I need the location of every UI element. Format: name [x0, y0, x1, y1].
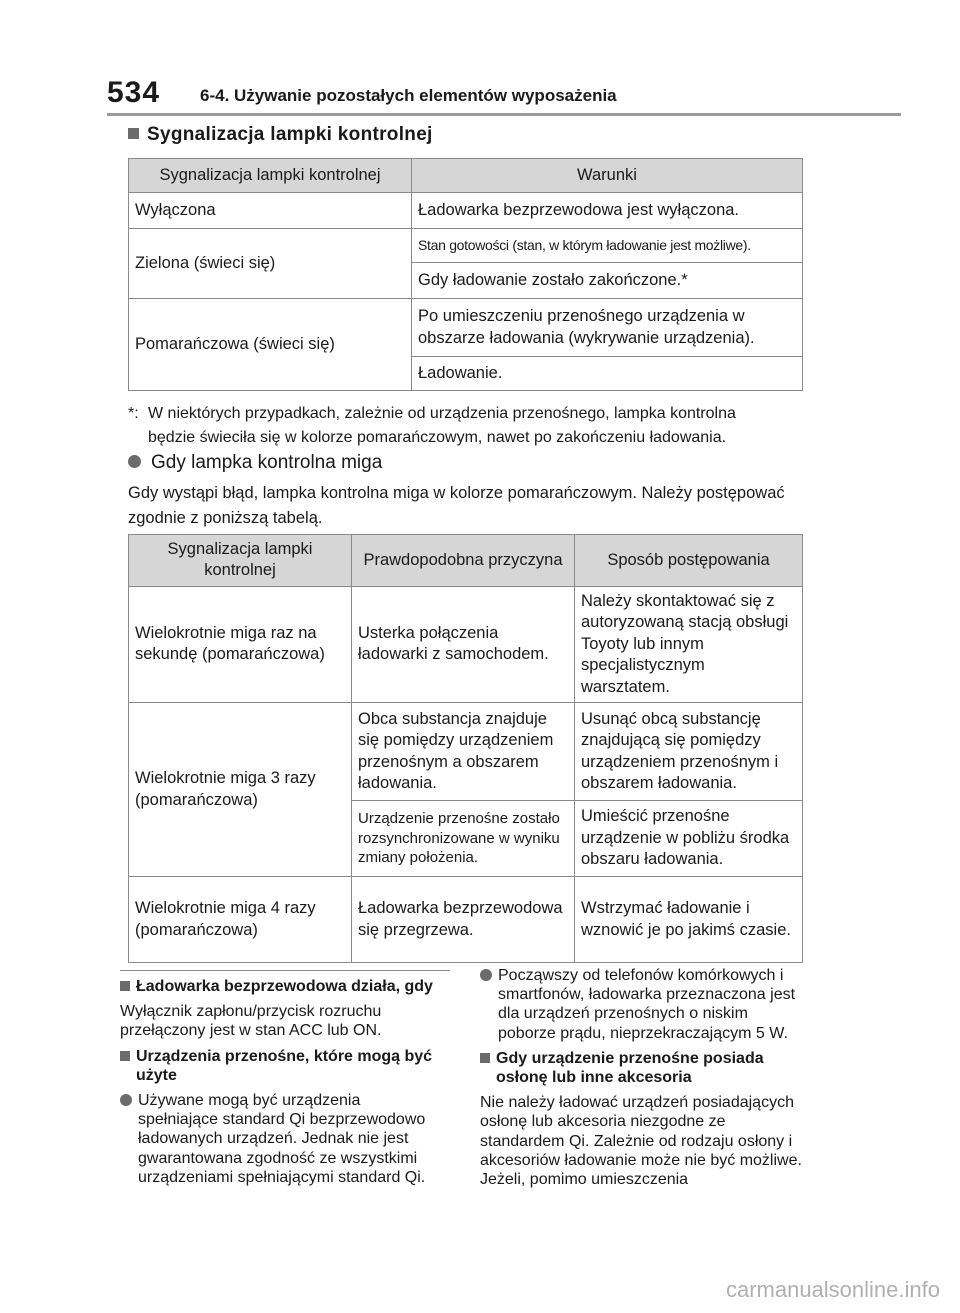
table-cell: Umieścić przenośne urządzenie w pobliżu środka obszaru ładowania. — [575, 801, 803, 877]
section-heading-blinking — [128, 452, 382, 474]
table-cell: Zielona (świeci się) — [129, 229, 412, 299]
table-header: Warunki — [412, 159, 803, 193]
table-cell: Ładowarka bezprzewodowa się przegrzewa. — [352, 877, 575, 963]
table-cell: Wstrzymać ładowanie i wznowić je po jakimś czasie. — [575, 877, 803, 963]
table-cell: Wielokrotnie miga 4 razy (pomarańczowa) — [129, 877, 352, 963]
table-cell: Obca substancja znajduje się pomiędzy urządzeniem przenośnym a obszarem ładowania. — [352, 703, 575, 801]
subheading-devices — [120, 1047, 450, 1085]
table-row — [129, 586, 803, 702]
table-header: Sposób postępowania — [575, 535, 803, 587]
blinking-table — [128, 534, 803, 963]
left-column — [120, 970, 450, 1193]
bullet-text: Począwszy od telefonów komórkowych i smartfonów, ładowarka przeznaczona jest dla urządzeń przenośnych o niskim poborze prądu, nieprzekraczającym 5 W. — [498, 967, 796, 1042]
footnote — [128, 402, 808, 450]
page-number: 534 — [107, 76, 161, 109]
square-bullet-icon — [480, 1053, 490, 1063]
table-header: Sygnalizacja lampki kontrolnej — [129, 159, 412, 193]
indicator-table — [128, 158, 803, 391]
column-rule — [120, 970, 450, 971]
section-heading-indicator — [128, 124, 433, 146]
footnote-text: będzie świeciła się w kolorze pomarańczowym, nawet po zakończeniu ładowania. — [148, 429, 727, 446]
table-row — [129, 877, 803, 963]
table-cell: Wyłączona — [129, 193, 412, 229]
table-header: Prawdopodobna przyczyna — [352, 535, 575, 587]
square-bullet-icon — [128, 128, 139, 139]
table-cell: Usunąć obcą substancję znajdującą się pomiędzy urządzeniem przenośnym i obszarem ładowania. — [575, 703, 803, 801]
section-heading-text: Gdy lampka kontrolna miga — [151, 452, 383, 473]
table-cell: Należy skontaktować się z autoryzowaną stacją obsługi Toyoty lub innym specjalistycznym warsztatem. — [575, 586, 803, 702]
table-cell: Ładowanie. — [412, 357, 803, 391]
header-rule — [107, 113, 901, 116]
section-heading-text: Sygnalizacja lampki kontrolnej — [147, 124, 433, 145]
table-header: Sygnalizacja lampki kontrolnej — [129, 535, 352, 587]
subheading-text: Urządzenia przenośne, które mogą być użyte — [136, 1047, 433, 1084]
table-row — [129, 193, 803, 229]
subheading-text: Ładowarka bezprzewodowa działa, gdy — [136, 978, 433, 995]
subheading-text: Gdy urządzenie przenośne posiada osłonę lub inne akcesoria — [496, 1049, 764, 1086]
table-cell: Stan gotowości (stan, w którym ładowanie jest możliwe). — [412, 229, 803, 263]
table-row — [129, 703, 803, 801]
round-bullet-icon — [120, 1094, 132, 1106]
table-cell: Usterka połączenia ładowarki z samochodem. — [352, 586, 575, 702]
table-cell: Gdy ładowanie zostało zakończone.* — [412, 263, 803, 299]
table-row — [129, 229, 803, 263]
bullet-item — [480, 966, 810, 1043]
table-cell: Po umieszczeniu przenośnego urządzenia w obszarze ładowania (wykrywanie urządzenia). — [412, 299, 803, 357]
round-bullet-icon — [128, 455, 141, 468]
square-bullet-icon — [120, 1051, 130, 1061]
table-cell: Wielokrotnie miga raz na sekundę (pomarańczowa) — [129, 586, 352, 702]
table-cell: Wielokrotnie miga 3 razy (pomarańczowa) — [129, 703, 352, 877]
right-column — [480, 966, 810, 1195]
square-bullet-icon — [120, 981, 130, 991]
subheading-cover — [480, 1049, 810, 1087]
table-row — [129, 299, 803, 357]
round-bullet-icon — [480, 969, 492, 981]
intro-paragraph: Gdy wystąpi błąd, lampka kontrolna miga w kolorze pomarańczowym. Należy postępować zgodnie z poniższą tabelą. — [128, 484, 785, 527]
table-cell: Ładowarka bezprzewodowa jest wyłączona. — [412, 193, 803, 229]
watermark: carmanualsonline.info — [725, 1277, 940, 1302]
table-cell: Urządzenie przenośne zostało rozsynchronizowane w wyniku zmiany położenia. — [352, 801, 575, 877]
chapter-title: 6-4. Używanie pozostałych elementów wyposażenia — [200, 86, 617, 105]
footnote-mark: *: — [128, 405, 139, 422]
paragraph: Wyłącznik zapłonu/przycisk rozruchu przełączony jest w stan ACC lub ON. — [120, 1003, 382, 1040]
table-cell: Pomarańczowa (świeci się) — [129, 299, 412, 391]
bullet-item — [120, 1091, 450, 1187]
footnote-text: W niektórych przypadkach, zależnie od urządzenia przenośnego, lampka kontrolna — [148, 405, 736, 422]
subheading-works — [120, 977, 450, 996]
bullet-text: Używane mogą być urządzenia spełniające standard Qi bezprzewodowo ładowanych urządzeń. Jednak nie jest gwarantowana zgodność ze wszystkimi urządzeniami spełniającymi standard Qi. — [138, 1091, 426, 1186]
paragraph: Nie należy ładować urządzeń posiadających osłonę lub akcesoria niezgodne ze standardem Qi. Zależnie od rodzaju osłony i akcesoriów ładowanie może nie być możliwe. Jeżeli, pomimo umieszczenia — [480, 1094, 802, 1188]
